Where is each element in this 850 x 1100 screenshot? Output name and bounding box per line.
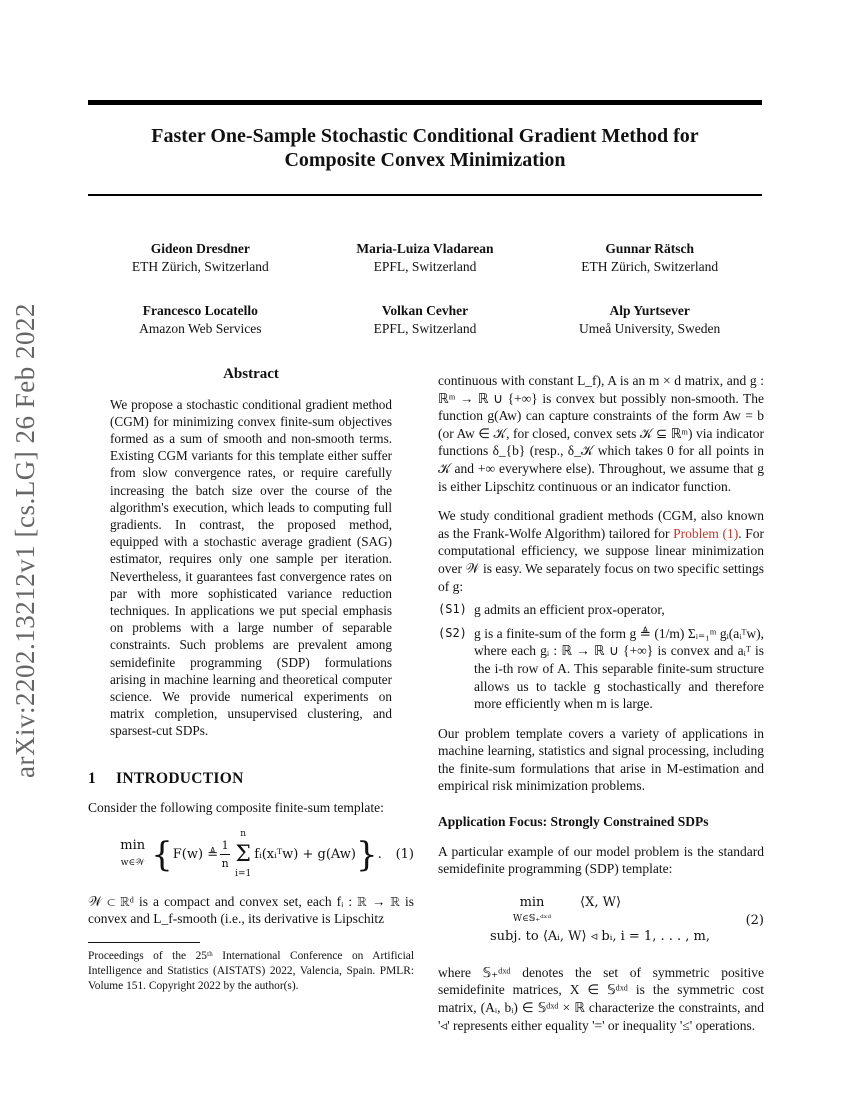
author-affiliation: ETH Zürich, Switzerland xyxy=(131,259,269,274)
right-para-5: where 𝕊₊ᵈˣᵈ denotes the set of symmetric positive semidefinite matrices, X ∈ 𝕊ᵈˣᵈ is the symmetric cost matrix, (Aᵢ, bᵢ) ∈ 𝕊ᵈˣᵈ × ℝ characterize the constraints, and '◃' represents either equality '=' or inequality '≤' operations. xyxy=(438,964,764,1033)
footnote-rule xyxy=(88,942,200,943)
eq2-min xyxy=(500,894,564,929)
eq1-sum-bottom: i=1 xyxy=(235,868,252,879)
author-block xyxy=(88,240,762,338)
eq2-row-1 xyxy=(500,894,621,929)
right-para-4: A particular example of our model problem is the standard semidefinite programming (SDP) template: xyxy=(438,843,764,877)
author-affiliation: Amazon Web Services xyxy=(139,321,262,336)
intro-lead: Consider the following composite finite-sum template: xyxy=(88,800,384,816)
author xyxy=(537,302,762,338)
right-para-2 xyxy=(438,507,764,595)
left-column xyxy=(88,366,414,994)
setting-text: g is a finite-sum of the form g ≜ (1/m) Σᵢ₌₁ᵐ gᵢ(aᵢᵀw), where each gᵢ : ℝ → ℝ ∪ {+∞} is convex and aᵢᵀ is the i-th row of A. This separable finite-sum structure allows us to tackle g stochastically and therefore more efficiently when m is large. xyxy=(474,625,764,712)
abstract-text: We propose a stochastic conditional gradient method (CGM) for minimizing convex finite-sum objectives formed as a sum of smooth and non-smooth terms. Existing CGM variants for this template either suffer from slow convergence rates, or require carefully increasing the batch size over the course of the algorithm's execution, which leads to computing full gradients. In contrast, the proposed method, equipped with a stochastic average gradient (SAG) estimator, requires only one sample per iteration. Nevertheless, it guarantees fast convergence rates on par with more sophisticated variance reduction techniques. In applications we put special emphasis on problems with a large number of separable constraints. Such problems are prevalent among semidefinite programming (SDP) formulations arising in machine learning and theoretical computer science. We provide numerical experiments on matrix completion, unsupervised clustering, and sparsest-cut SDPs. xyxy=(110,396,392,739)
equation-1: min w∈𝒲 { F(w) ≜ $\frac{1}{n}$ n Σ i=1 fᵢ(xᵢᵀw) + g(Aw) } . (1) xyxy=(88,827,414,883)
eq1-lhs: F(w) ≜ xyxy=(172,847,219,863)
setting-item xyxy=(438,625,764,713)
title-line-2: Composite Convex Minimization xyxy=(284,149,566,171)
author-name: Maria-Luiza Vladarean xyxy=(356,241,494,256)
eq1-body: fᵢ(xᵢᵀw) + g(Aw) xyxy=(254,847,356,863)
author-name: Alp Yurtsever xyxy=(609,303,690,318)
author xyxy=(313,240,538,276)
title-line-1: Faster One-Sample Stochastic Conditional Gradient Method for xyxy=(151,125,699,147)
author-name: Francesco Locatello xyxy=(142,303,258,318)
author xyxy=(88,302,313,338)
section-heading xyxy=(88,770,414,788)
author-name: Gideon Dresdner xyxy=(150,241,250,256)
setting-label: (S1) xyxy=(438,602,467,617)
eq1-left-brace: { xyxy=(151,834,173,875)
arxiv-stamp xyxy=(0,290,50,790)
equation-2 xyxy=(438,890,764,954)
author-affiliation: EPFL, Switzerland xyxy=(373,321,477,336)
right-column xyxy=(438,372,764,1034)
paper-title xyxy=(88,124,762,172)
eq2-objective: ⟨X, W⟩ xyxy=(580,894,622,910)
author-name: Gunnar Rätsch xyxy=(605,241,694,256)
intro-after-eq: 𝒲 ⊂ ℝᵈ is a compact and convex set, each fᵢ : ℝ → ℝ is convex and L_f-smooth (i.e., its derivative is Lipschitz xyxy=(88,893,414,927)
eq1-number: (1) xyxy=(395,847,414,863)
title-rule-bottom xyxy=(88,194,762,196)
author xyxy=(88,240,313,276)
author xyxy=(313,302,538,338)
subsection-heading: Application Focus: Strongly Constrained SDPs xyxy=(438,814,709,830)
para2-after: . For computational efficiency, we suppose linear minimization over 𝒲 is easy. We separately focus on two specific settings of g: xyxy=(438,525,764,594)
eq1-min xyxy=(120,837,145,872)
abstract-heading: Abstract xyxy=(223,366,279,382)
footnote: Proceedings of the 25ᵗʰ International Conference on Artificial Intelligence and Statistics (AISTATS) 2022, Valencia, Spain. PMLR: Volume 151. Copyright 2022 by the author(s). xyxy=(88,950,414,993)
setting-label: (S2) xyxy=(438,625,467,640)
arxiv-stamp-text: arXiv:2202.13212v1 [cs.LG] 26 Feb 2022 xyxy=(9,302,40,778)
eq1-sum-top: n xyxy=(240,829,247,840)
eq1-min-op: min xyxy=(120,838,146,854)
eq1-fraction xyxy=(220,837,230,873)
eq1-min-sub: w∈𝒲 xyxy=(120,857,145,868)
eq2-constraints: subj. to ⟨Aᵢ, W⟩ ◃ bᵢ, i = 1, . . . , m, xyxy=(490,928,710,944)
right-para-3: Our problem template covers a variety of applications in machine learning, statistics and signal processing, including the finite-sum formulations that arise in M-estimation and empirical risk minimization problems. xyxy=(438,725,764,794)
setting-item xyxy=(438,601,764,619)
eq1-frac-num: 1 xyxy=(221,838,229,852)
author-affiliation: ETH Zürich, Switzerland xyxy=(581,259,719,274)
eq2-number: (2) xyxy=(745,912,764,928)
problem-1-link[interactable]: Problem (1) xyxy=(673,525,739,541)
eq2-min-sub: W∈𝕊₊ᵈˣᵈ xyxy=(512,914,552,925)
eq1-frac-den: n xyxy=(221,857,229,871)
section-title: INTRODUCTION xyxy=(116,769,244,787)
author-affiliation: EPFL, Switzerland xyxy=(373,259,477,274)
setting-text: g admits an efficient prox-operator, xyxy=(474,602,665,618)
section-number: 1 xyxy=(88,769,97,787)
eq1-sum: n Σ i=1 xyxy=(235,826,251,883)
eq2-min-op: min xyxy=(519,894,545,910)
eq1-right-brace: } xyxy=(355,834,378,875)
author-affiliation: Umeå University, Sweden xyxy=(579,321,721,336)
para2-before: We study conditional gradient methods (CGM, also known as the Frank-Wolfe Algorithm) tailored for xyxy=(438,508,764,541)
author xyxy=(537,240,762,276)
right-para-1: continuous with constant L_f), A is an m × d matrix, and g : ℝᵐ → ℝ ∪ {+∞} is convex but possibly non-smooth. The function g(Aw) can capture constraints of the form Aw = b (or Aw ∈ 𝒦, for closed, convex sets 𝒦 ⊆ ℝᵐ) via indicator functions δ_{b} (resp., δ_𝒦 which takes 0 for all points in 𝒦 and +∞ everywhere else). Throughout, we assume that g is either Lipschitz continuous or an indicator function. xyxy=(438,373,764,494)
title-rule-top xyxy=(88,100,762,105)
author-name: Volkan Cevher xyxy=(381,303,469,318)
